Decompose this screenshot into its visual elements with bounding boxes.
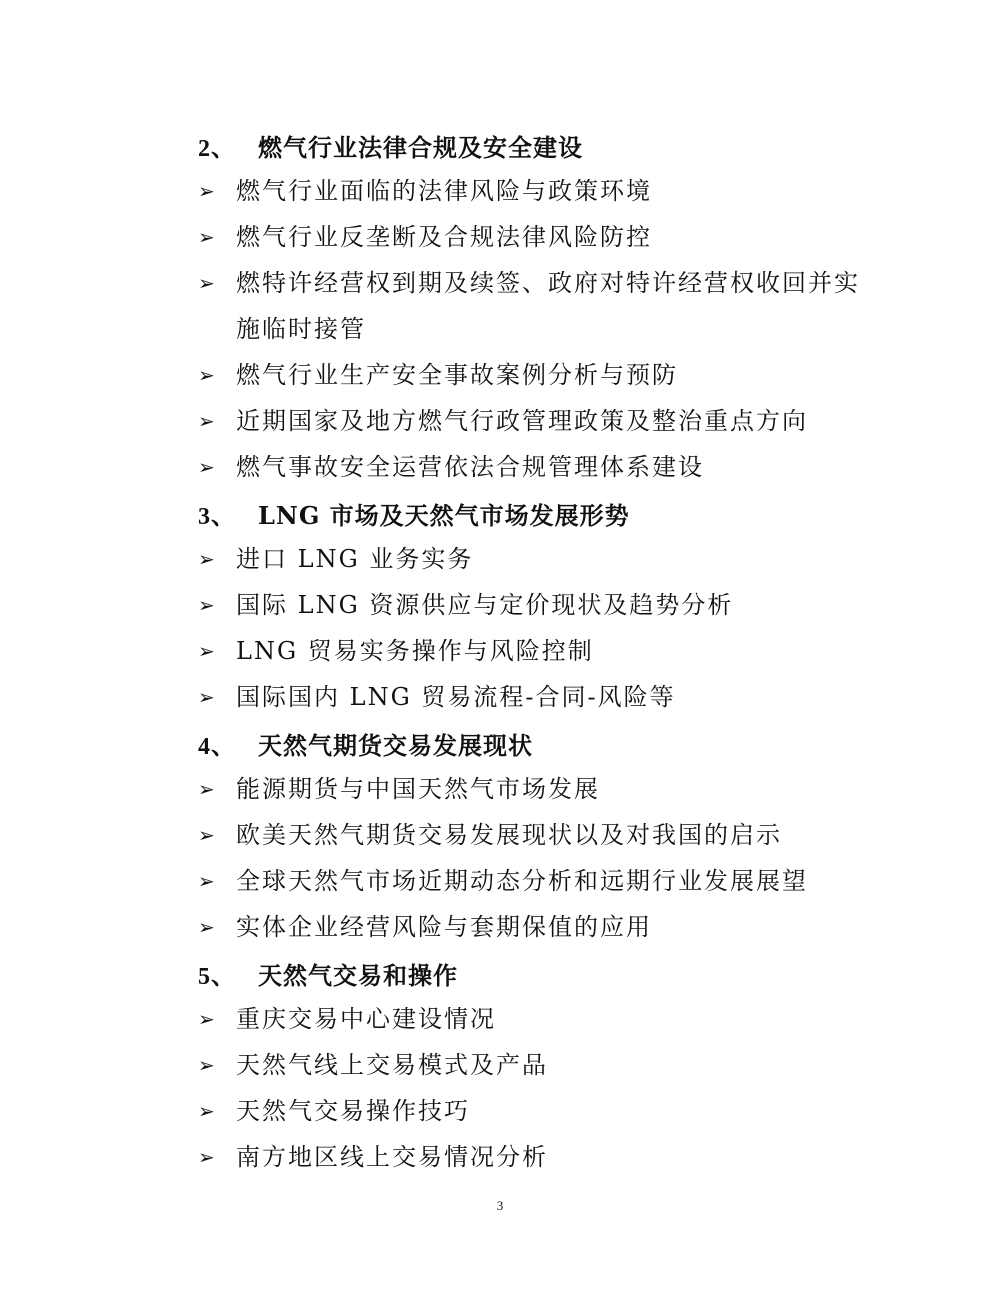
list-item-text: 燃气事故安全运营依法合规管理体系建设 xyxy=(236,453,704,481)
page-number: 3 xyxy=(496,1198,504,1213)
list-item xyxy=(198,1134,878,1180)
list-item-text: 国际 LNG 资源供应与定价现状及趋势分析 xyxy=(236,591,734,619)
bullet-arrow-icon: ➢ xyxy=(198,685,215,709)
list-item-text: 国际国内 LNG 贸易流程-合同-风险等 xyxy=(236,683,676,711)
section-number: 4、 xyxy=(198,733,236,760)
list-item-text: 重庆交易中心建设情况 xyxy=(236,1005,496,1033)
list-item xyxy=(198,674,878,720)
list-item xyxy=(198,398,878,444)
section-heading xyxy=(198,950,878,996)
section-2 xyxy=(198,122,878,490)
list-item xyxy=(198,168,878,214)
bullet-arrow-icon: ➢ xyxy=(198,271,215,295)
list-item xyxy=(198,904,878,950)
list-item-text: LNG 贸易实务操作与风险控制 xyxy=(236,637,594,665)
bullet-arrow-icon: ➢ xyxy=(198,593,215,617)
list-item-text: 天然气交易操作技巧 xyxy=(236,1097,470,1125)
bullet-arrow-icon: ➢ xyxy=(198,363,215,387)
bullet-arrow-icon: ➢ xyxy=(198,869,215,893)
list-item xyxy=(198,1088,878,1134)
bullet-arrow-icon: ➢ xyxy=(198,1145,215,1169)
list-item-text: 进口 LNG 业务实务 xyxy=(236,545,474,573)
section-5 xyxy=(198,950,878,1180)
list-item-text: 燃气行业生产安全事故案例分析与预防 xyxy=(236,361,678,389)
list-item xyxy=(198,536,878,582)
list-item xyxy=(198,214,878,260)
list-item-text: 能源期货与中国天然气市场发展 xyxy=(236,775,600,803)
section-title: 天然气交易和操作 xyxy=(258,960,458,990)
list-item-text: 南方地区线上交易情况分析 xyxy=(236,1143,548,1171)
bullet-arrow-icon: ➢ xyxy=(198,777,215,801)
list-item xyxy=(198,1042,878,1088)
list-item xyxy=(198,260,878,352)
list-item-text: 天然气线上交易模式及产品 xyxy=(236,1051,548,1079)
section-title: LNG 市场及天然气市场发展形势 xyxy=(258,500,630,530)
bullet-arrow-icon: ➢ xyxy=(198,225,215,249)
section-heading xyxy=(198,122,878,168)
list-item xyxy=(198,582,878,628)
section-title: 天然气期货交易发展现状 xyxy=(258,730,533,760)
list-item xyxy=(198,996,878,1042)
bullet-arrow-icon: ➢ xyxy=(198,1099,215,1123)
bullet-arrow-icon: ➢ xyxy=(198,547,215,571)
list-item-text: 欧美天然气期货交易发展现状以及对我国的启示 xyxy=(236,821,782,849)
list-item xyxy=(198,812,878,858)
section-3 xyxy=(198,490,878,720)
bullet-arrow-icon: ➢ xyxy=(198,1007,215,1031)
list-item-text: 燃特许经营权到期及续签、政府对特许经营权收回并实施临时接管 xyxy=(236,269,860,343)
list-item xyxy=(198,766,878,812)
bullet-arrow-icon: ➢ xyxy=(198,455,215,479)
bullet-arrow-icon: ➢ xyxy=(198,915,215,939)
section-title: 燃气行业法律合规及安全建设 xyxy=(258,132,583,162)
list-item xyxy=(198,628,878,674)
bullet-arrow-icon: ➢ xyxy=(198,1053,215,1077)
list-item xyxy=(198,352,878,398)
list-item-text: 燃气行业面临的法律风险与政策环境 xyxy=(236,177,652,205)
bullet-arrow-icon: ➢ xyxy=(198,409,215,433)
bullet-arrow-icon: ➢ xyxy=(198,823,215,847)
list-item xyxy=(198,858,878,904)
bullet-arrow-icon: ➢ xyxy=(198,179,215,203)
section-heading xyxy=(198,490,878,536)
list-item-text: 近期国家及地方燃气行政管理政策及整治重点方向 xyxy=(236,407,808,435)
section-4 xyxy=(198,720,878,950)
bullet-arrow-icon: ➢ xyxy=(198,639,215,663)
list-item xyxy=(198,444,878,490)
list-item-text: 实体企业经营风险与套期保值的应用 xyxy=(236,913,652,941)
section-number: 3、 xyxy=(198,503,236,530)
list-item-text: 全球天然气市场近期动态分析和远期行业发展展望 xyxy=(236,867,808,895)
section-number: 5、 xyxy=(198,963,236,990)
section-number: 2、 xyxy=(198,135,236,162)
list-item-text: 燃气行业反垄断及合规法律风险防控 xyxy=(236,223,652,251)
document-body xyxy=(198,122,878,1180)
section-heading xyxy=(198,720,878,766)
